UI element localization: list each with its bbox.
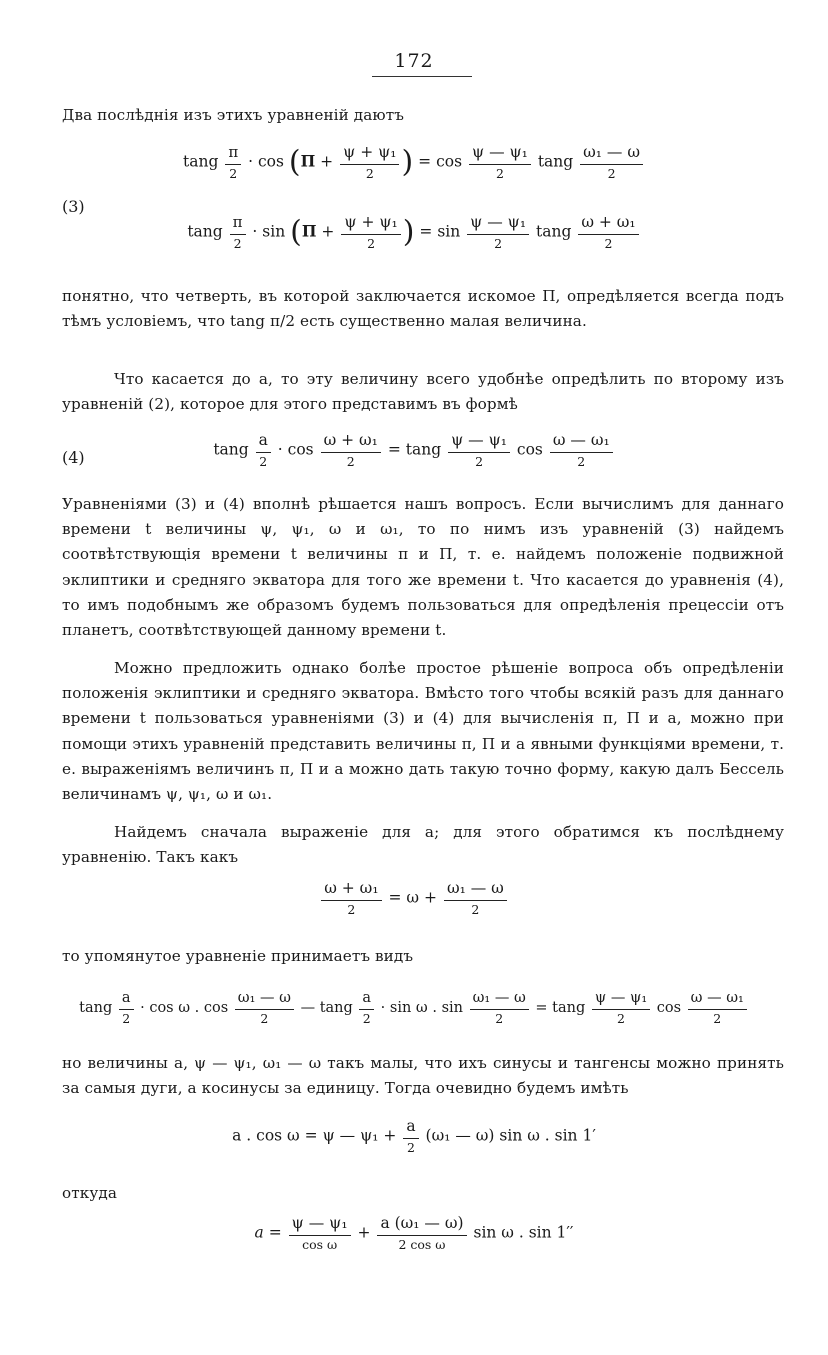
paragraph-4: Уравненіями (3) и (4) вполнѣ рѣшается нашъ вопросъ. Если вычислимъ для даннаго времени t величины ψ, ψ₁, ω и ω₁, то по нимъ изъ уравненій (3) найдемъ соотвѣтствующія времени t величины π и Π, т. е. найдемъ положеніе подвижной эклиптики и средняго экватора для того же времени t. Что касается до уравненія (4), то имъ подобнымъ же образомъ будемъ пользоваться для опредѣленія прецессіи отъ планетъ, соотвѣтствующей данному времени t.	[62, 495, 784, 640]
page-number-rule	[372, 76, 472, 77]
paragraph-9: откуда	[62, 1184, 117, 1202]
equation-3b: tang $\frac{\pi}{2}$ · sin (Π + $\frac{\text{ψ + ψ₁}}{2}$ ) = sin $\frac{\text{ψ — ψ₁}}{2}$ tang $\frac{\text{ω + ω₁}}{2}$	[0, 214, 828, 251]
equation-label-4: (4)	[62, 448, 85, 467]
page-number: 172	[394, 50, 434, 72]
paragraph-1: Два послѣднія изъ этихъ уравненій даютъ	[62, 106, 404, 124]
paragraph-6: Найдемъ сначала выраженіе для a; для этого обратимся къ послѣднему уравненію. Такъ какъ	[62, 823, 784, 867]
paragraph-8: но величины a, ψ — ψ₁, ω₁ — ω такъ малы, что ихъ синусы и тангенсы можно принять за самыя дуги, а косинусы за единицу. Тогда очевидно будемъ имѣть	[62, 1054, 784, 1098]
paragraph-3: Что касается до a, то эту величину всего удобнѣе опредѣлить по второму изъ уравненій (2), которое для этого представимъ въ формѣ	[62, 370, 784, 414]
paragraph-2: понятно, что четверть, въ которой заключается искомое Π, опредѣляется всегда подъ тѣмъ условіемъ, что tang π/2 есть существенно малая величина.	[62, 287, 784, 331]
equation-identity: $\frac{\text{ω + ω₁}}{2}$ = ω + $\frac{\text{ω₁ — ω}}{2}$	[0, 880, 828, 917]
paragraph-5: Можно предложить однако болѣе простое рѣшеніе вопроса объ опредѣленіи положенія эклиптики и средняго экватора. Вмѣсто того чтобы всякій разъ для даннаго времени t пользоваться уравненіями (3) и (4) для вычисленія π, Π и a, можно при помощи этихъ уравненій представить величины π, Π и a явными функціями времени, т. е. выраженіямъ величинъ π, Π и a можно дать такую точно форму, какую далъ Бессель величинамъ ψ, ψ₁, ω и ω₁.	[62, 659, 784, 804]
equation-expanded: tang $\frac{a}{2}$ · cos ω . cos $\frac{\text{ω₁ — ω}}{2}$ — tang $\frac{a}{2}$ · sin ω . sin $\frac{\text{ω₁ — ω}}{2}$ = tang $\frac{\text{ψ — ψ₁}}{2}$ cos $\frac{\text{ω — ω₁}}{2}$	[0, 990, 828, 1026]
equation-label-3: (3)	[62, 197, 85, 216]
paragraph-7: то упомянутое уравненіе принимаетъ видъ	[62, 947, 414, 965]
equation-approx: a . cos ω = ψ — ψ₁ + $\frac{a}{2}$ (ω₁ — ω) sin ω . sin 1′	[232, 1117, 596, 1155]
math-tang: tang	[183, 152, 219, 171]
equation-result: a = $\frac{\text{ψ — ψ₁}}{\text{cos ω}}$ + $\frac{\text{a (ω₁ — ω)}}{\text{2 cos ω}}$ sin ω . sin 1′′	[254, 1214, 574, 1252]
fraction: $\frac{\pi}{2}$	[225, 144, 241, 181]
equation-4: tang $\frac{a}{2}$ · cos $\frac{\text{ω + ω₁}}{2}$ = tang $\frac{\text{ψ — ψ₁}}{2}$ cos $\frac{\text{ω — ω₁}}{2}$	[0, 432, 828, 469]
equation-3a: tang $\frac{\pi}{2}$ · cos (Π + $\frac{\text{ψ + ψ₁}}{2}$ ) = cos $\frac{\text{ψ — ψ₁}}{2}$ tang $\frac{\text{ω₁ — ω}}{2}$	[0, 144, 828, 181]
